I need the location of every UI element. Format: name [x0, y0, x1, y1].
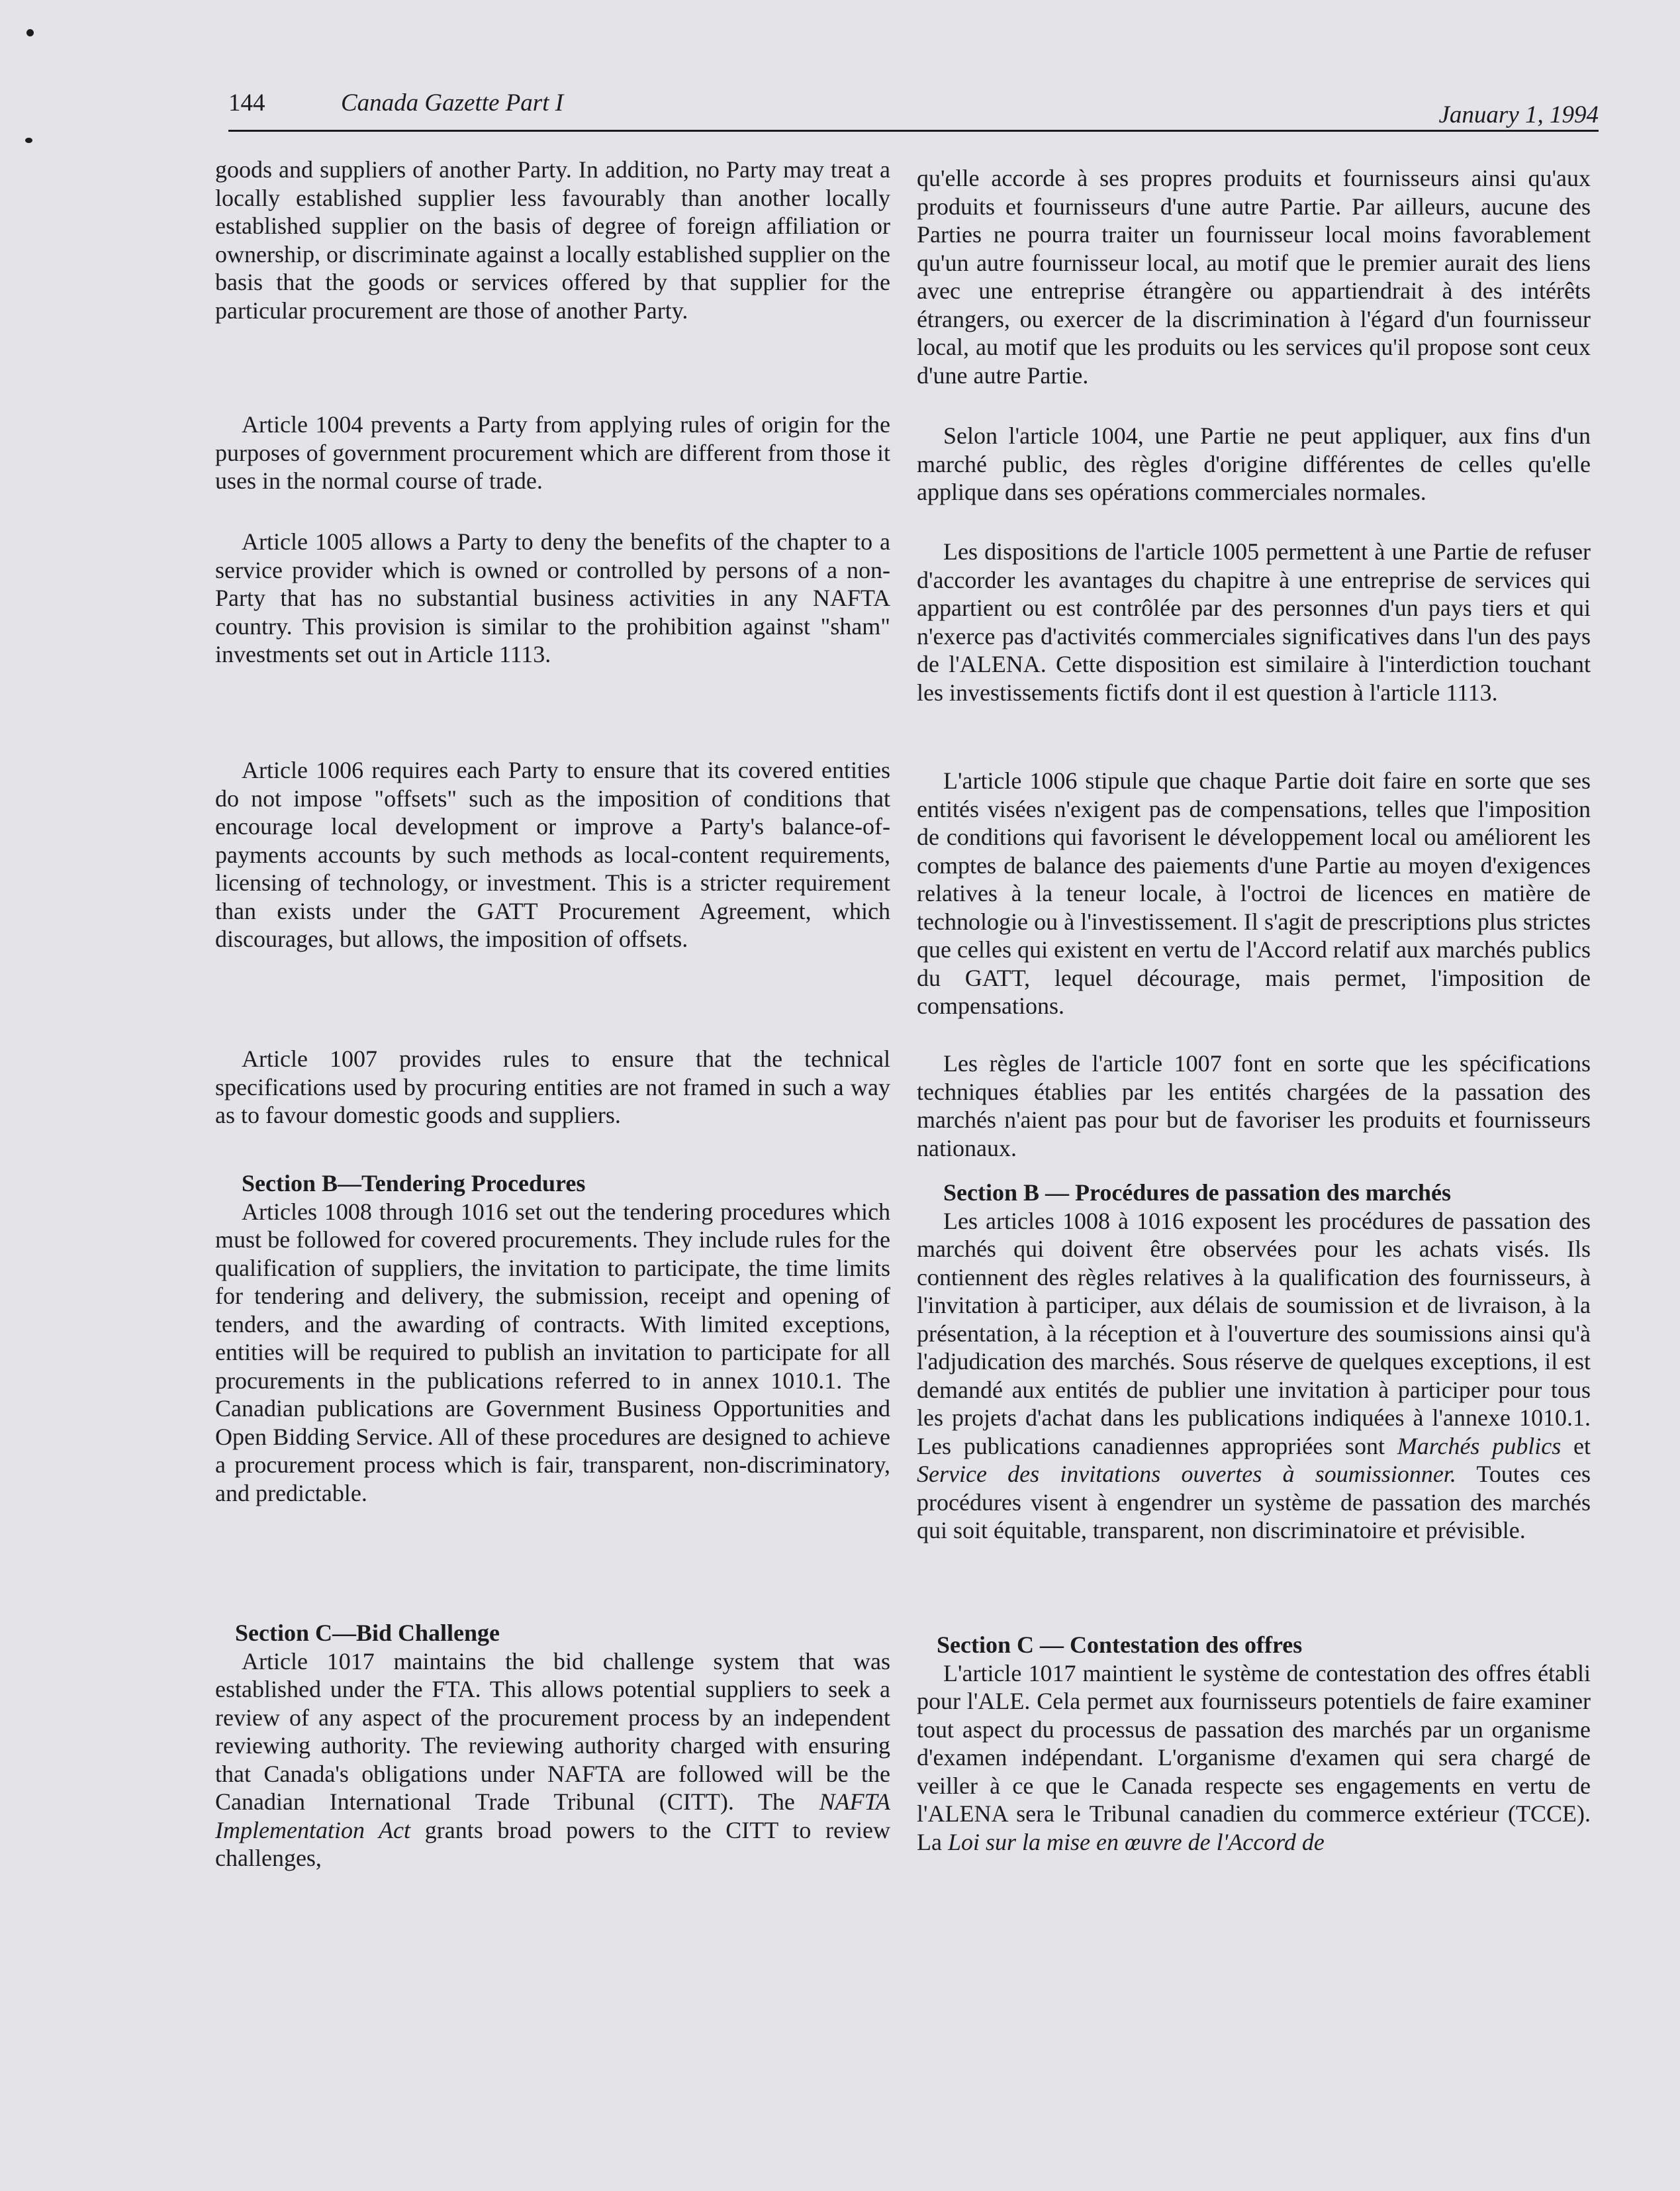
english-article-1006	[215, 756, 890, 953]
french-section-c	[917, 1631, 1591, 1856]
publication-name: Service des invitations ouvertes à soumissionner.	[917, 1461, 1456, 1487]
french-paragraph: Les règles de l'article 1007 font en sorte que les spécifications techniques établies par les entités chargées de la passation des marchés n'aient pas pour but de favoriser les produits et fournisseurs nationaux.	[917, 1050, 1591, 1161]
page-number: 144	[228, 89, 265, 117]
french-article-1005	[917, 538, 1591, 706]
french-paragraph: qu'elle accorde à ses propres produits et fournisseurs ainsi qu'aux produits et fournisseurs d'une autre Partie. Par ailleurs, aucune des Parties ne pourra traiter un fournisseur local moins favorablement qu'un autre fournisseur local, au motif que le premier aurait des liens avec une entreprise étrangère ou appartiendrait à des intérêts étrangers, ou exercer de la discrimination à l'égard d'un fournisseur local, au motif que les produits ou les services qu'il propose sont ceux d'une autre Partie.	[917, 165, 1591, 389]
act-title: Loi sur la mise en œuvre de l'Accord de	[947, 1828, 1325, 1855]
english-section-b	[215, 1169, 890, 1507]
french-section-b	[917, 1179, 1591, 1545]
english-article-1004	[215, 411, 890, 495]
scan-speck	[26, 29, 34, 36]
english-paragraph: goods and suppliers of another Party. In addition, no Party may treat a locally established supplier less favourably than another locally established supplier on the basis of degree of foreign affiliation or ownership, or discriminate against a locally established supplier on the basis that the goods or services offered by that supplier for the particular procurement are those of another Party.	[215, 156, 890, 324]
french-paragraph: Les articles 1008 à 1016 exposent les procédures de passation des marchés qui doivent être observées pour les achats visés. Ils contiennent des règles relatives à la qualification des fournisseurs, à l'invitation à participer, aux délais de soumission et de livraison, à la présentation, à la réception et à l'ouverture des soumissions ainsi qu'à l'adjudication des marchés. Sous réserve de quelques exceptions, il est demandé aux entités de publier une invitation à participer pour tous les projets d'achat dans les publications indiquées à l'annexe 1010.1. Les publications canadiennes appropriées sont Marchés publics et Service des invitations ouvertes à soumissionner. Toutes ces procédures visent à engendrer un système de passation des marchés qui soit équitable, transparent, non discriminatoire et prévisible.	[917, 1207, 1591, 1543]
english-paragraph: Article 1017 maintains the bid challenge system that was established under the FTA. This allows potential suppliers to seek a review of any aspect of the procurement process by an independent reviewing authority. The reviewing authority charged with ensuring that Canada's obligations under NAFTA are followed will be the Canadian International Trade Tribunal (CITT). The NAFTA Implementation Act grants broad powers to the CITT to review challenges,	[215, 1647, 890, 1871]
header-rule	[228, 130, 1599, 132]
english-section-c	[215, 1619, 890, 1873]
act-title: NAFTA Implementation Act	[215, 1788, 890, 1843]
english-paragraph: Article 1006 requires each Party to ensure that its covered entities do not impose "offsets" such as the imposition of conditions that encourage local development or improve a Party's balance-of-payments accounts by such methods as local-content requirements, licensing of technology, or investment. This is a stricter requirement than exists under the GATT Procurement Agreement, which discourages, but allows, the imposition of offsets.	[215, 757, 890, 952]
section-heading: Section C — Contestation des offres	[937, 1631, 1303, 1658]
french-paragraph: L'article 1006 stipule que chaque Partie doit faire en sorte que ses entités visées n'exigent pas de compensations, telles que l'imposition de conditions qui favorisent le développement local ou améliorent les comptes de balance des paiements d'une Partie au moyen d'exigences relatives à la teneur locale, à l'octroi de licences en matière de technologie ou à l'investissement. Il s'agit de prescriptions plus strictes que celles qui existent en vertu de l'Accord relatif aux marchés publics du GATT, lequel décourage, mais permet, l'imposition de compensations.	[917, 767, 1591, 1019]
english-article-1007	[215, 1045, 890, 1130]
english-intro	[215, 156, 890, 324]
french-article-1004	[917, 422, 1591, 507]
french-paragraph: Selon l'article 1004, une Partie ne peut appliquer, aux fins d'un marché public, des règles d'origine différentes de celles qu'elle applique dans ses opérations commerciales normales.	[917, 422, 1591, 505]
section-heading: Section B — Procédures de passation des marchés	[943, 1179, 1452, 1206]
english-paragraph: Article 1007 provides rules to ensure that the technical specifications used by procuring entities are not framed in such a way as to favour domestic goods and suppliers.	[215, 1046, 890, 1128]
french-intro	[917, 164, 1591, 389]
english-article-1005	[215, 528, 890, 669]
section-heading: Section C—Bid Challenge	[235, 1620, 500, 1646]
french-paragraph: L'article 1017 maintient le système de contestation des offres établi pour l'ALE. Cela permet aux fournisseurs potentiels de faire examiner tout aspect du processus de passation des marchés par un organisme d'examen indépendant. L'organisme d'examen qui sera chargé de veiller à ce que le Canada respecte ses engagements en vertu de l'ALENA sera le Tribunal canadien du commerce extérieur (TCCE). La Loi sur la mise en œuvre de l'Accord de	[917, 1659, 1591, 1855]
publication-title: Canada Gazette Part I	[341, 89, 564, 117]
scan-speck	[25, 138, 32, 143]
french-article-1006	[917, 767, 1591, 1020]
english-paragraph: Articles 1008 through 1016 set out the tendering procedures which must be followed for covered procurements. They include rules for the qualification of suppliers, the invitation to participate, the time limits for tendering and delivery, the submission, receipt and opening of tenders, and the awarding of contracts. With limited exceptions, entities will be required to publish an invitation to participate for all procurements in the publications referred to in annex 1010.1. The Canadian publications are Government Business Opportunities and Open Bidding Service. All of these procedures are designed to achieve a procurement process which is fair, transparent, non-discriminatory, and predictable.	[215, 1198, 890, 1506]
french-paragraph: Les dispositions de l'article 1005 permettent à une Partie de refuser d'accorder les avantages du chapitre à une entreprise de services qui appartient ou est contrôlée par des personnes d'un pays tiers et qui n'exerce pas d'activités commerciales significatives dans l'un des pays de l'ALENA. Cette disposition est similaire à l'interdiction touchant les investissements fictifs dont il est question à l'article 1113.	[917, 538, 1591, 706]
publication-name: Marchés publics	[1397, 1432, 1562, 1459]
english-paragraph: Article 1004 prevents a Party from applying rules of origin for the purposes of government procurement which are different from those it uses in the normal course of trade.	[215, 411, 890, 494]
section-heading: Section B—Tendering Procedures	[242, 1170, 586, 1196]
publication-date: January 1, 1994	[1438, 101, 1599, 128]
english-paragraph: Article 1005 allows a Party to deny the benefits of the chapter to a service provider which is owned or controlled by persons of a non-Party that has no substantial business activities in any NAFTA country. This provision is similar to the prohibition against "sham" investments set out in Article 1113.	[215, 528, 890, 667]
page-header	[228, 86, 1599, 132]
french-article-1007	[917, 1049, 1591, 1162]
